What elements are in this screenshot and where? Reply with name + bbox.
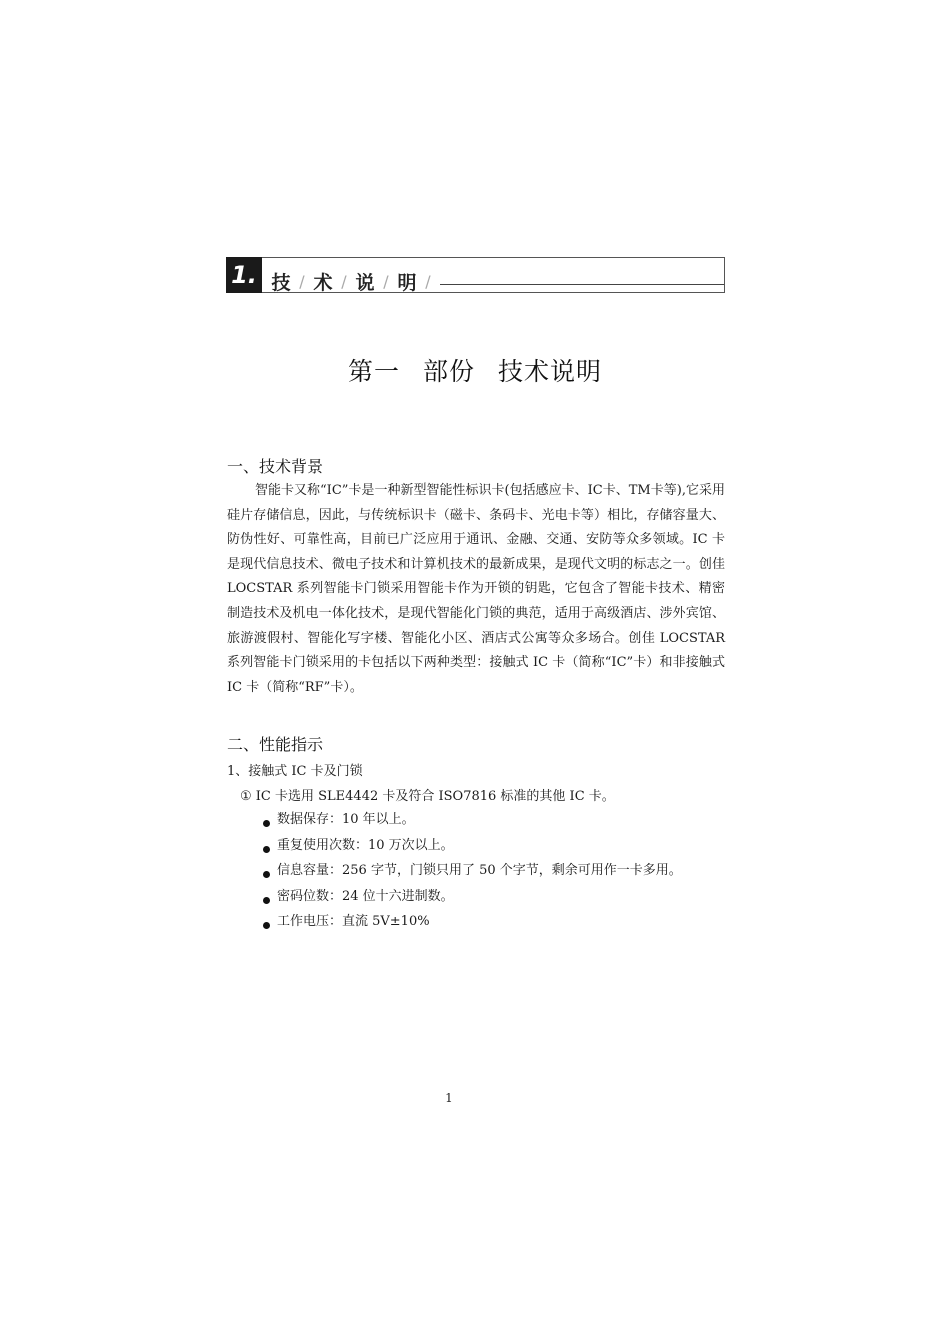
list-item-text: 信息容量：256 字节，门锁只用了 50 个字节，剩余可用作一卡多用。: [277, 863, 682, 878]
list-item: [263, 808, 682, 834]
chapter-title-char: 术: [313, 271, 333, 294]
chapter-number: 1.: [226, 257, 262, 293]
list-item: [263, 885, 682, 911]
bullet-icon: [263, 897, 270, 904]
list-item: [263, 859, 682, 885]
section-heading-performance: 二、性能指示: [227, 735, 324, 754]
bullet-icon: [263, 871, 270, 878]
slash-separator: /: [425, 271, 431, 291]
banner-rule: [440, 284, 724, 285]
chapter-title: [270, 269, 438, 293]
page-title: 第一 部份 技术说明: [348, 357, 602, 386]
bullet-icon: [263, 820, 270, 827]
chapter-title-char: 明: [397, 271, 417, 294]
slash-separator: /: [341, 271, 347, 291]
bullet-icon: [263, 846, 270, 853]
list-item: [263, 834, 682, 860]
slash-separator: /: [383, 271, 389, 291]
chapter-title-char: 说: [355, 271, 375, 294]
section-heading-background: 一、技术背景: [227, 457, 324, 476]
page-number: 1: [445, 1091, 453, 1105]
slash-separator: /: [299, 271, 305, 291]
bullet-icon: [263, 922, 270, 929]
subsection-heading: 1、接触式 IC 卡及门锁: [227, 764, 363, 779]
chapter-banner: [226, 257, 726, 293]
chapter-title-char: 技: [271, 271, 291, 294]
numbered-item: ① IC 卡选用 SLE4442 卡及符合 ISO7816 标准的其他 IC 卡。: [240, 789, 615, 804]
list-item-text: 数据保存：10 年以上。: [277, 812, 415, 827]
background-paragraph: 智能卡又称“IC”卡是一种新型智能性标识卡(包括感应卡、IC卡、TM卡等),它采用硅片存储信息，因此，与传统标识卡（磁卡、条码卡、光电卡等）相比，存储容量大、防伪性好、可靠性高，目前已广泛应用于通讯、金融、交通、安防等众多领域。IC 卡是现代信息技术、微电子技术和计算机技术的最新成果，是现代文明的标志之一。创佳 LOCSTAR 系列智能卡门锁采用智能卡作为开锁的钥匙，它包含了智能卡技术、精密制造技术及机电一体化技术，是现代智能化门锁的典范，适用于高级酒店、涉外宾馆、旅游渡假村、智能化写字楼、智能化小区、酒店式公寓等众多场合。创佳 LOCSTAR 系列智能卡门锁采用的卡包括以下两种类型：接触式 IC 卡（简称“IC”卡）和非接触式 IC 卡（简称“RF”卡）。: [227, 483, 725, 695]
spec-list: [263, 808, 682, 936]
list-item: [263, 910, 682, 936]
list-item-text: 密码位数：24 位十六进制数。: [277, 888, 454, 904]
list-item-text: 重复使用次数：10 万次以上。: [277, 837, 454, 853]
list-item-text: 工作电压：直流 5V±10%: [277, 914, 430, 929]
